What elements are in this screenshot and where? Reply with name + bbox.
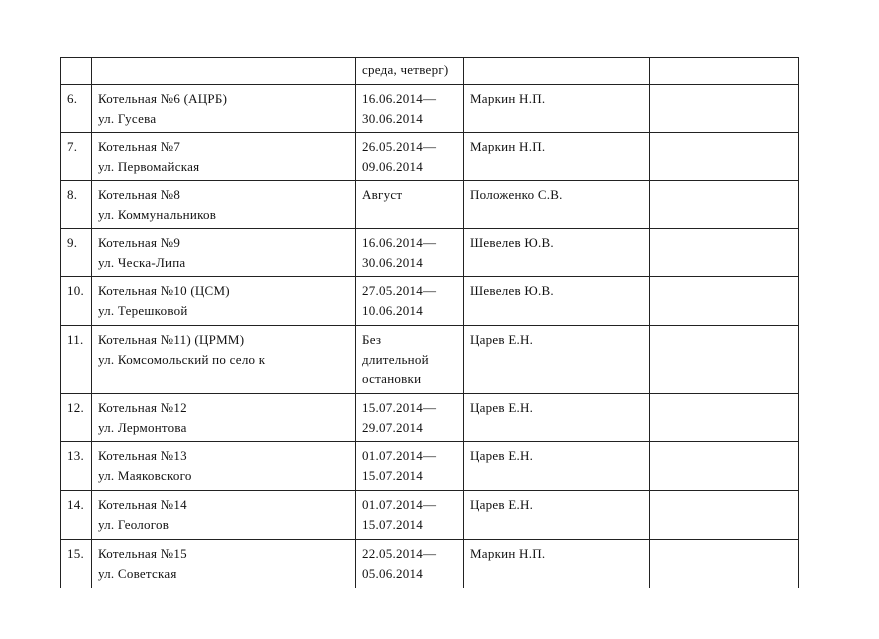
table-row (61, 540, 799, 589)
boiler-address: ул. Геологов (98, 516, 170, 532)
date-line: 15.07.2014— (362, 400, 437, 415)
date-line: 09.06.2014 (362, 158, 423, 174)
date-line: 10.06.2014 (362, 302, 423, 318)
table-row (61, 442, 799, 491)
object-cell (92, 181, 356, 229)
boiler-name: Котельная №13 (98, 448, 187, 463)
table-row (61, 326, 799, 394)
table-row (61, 229, 799, 277)
row-number-cell: 13. (61, 442, 92, 491)
object-cell (92, 133, 356, 181)
object-cell (92, 58, 356, 85)
responsible-cell: Маркин Н.П. (464, 540, 650, 589)
boiler-name: Котельная №11) (ЦРММ) (98, 332, 245, 347)
responsible-cell: Царев Е.Н. (464, 326, 650, 394)
note-cell (650, 181, 799, 229)
boiler-name: Котельная №6 (АЦРБ) (98, 91, 228, 106)
dates-cell (356, 442, 464, 491)
object-cell (92, 229, 356, 277)
note-cell (650, 58, 799, 85)
date-line: 30.06.2014 (362, 254, 423, 270)
boiler-address: ул. Первомайская (98, 158, 200, 174)
date-line: 29.07.2014 (362, 419, 423, 435)
boiler-name: Котельная №12 (98, 400, 187, 415)
object-cell (92, 491, 356, 540)
schedule-table (60, 57, 799, 588)
table-row (61, 133, 799, 181)
responsible-cell: Маркин Н.П. (464, 133, 650, 181)
boiler-name: Котельная №10 (ЦСМ) (98, 283, 230, 298)
object-cell (92, 85, 356, 133)
object-cell (92, 277, 356, 326)
responsible-cell (464, 58, 650, 85)
dates-cell (356, 540, 464, 589)
date-line: 26.05.2014— (362, 139, 437, 154)
dates-cell: среда, четверг) (356, 58, 464, 85)
date-line: 05.06.2014 (362, 565, 423, 581)
date-line: Август (362, 187, 403, 202)
responsible-cell: Царев Е.Н. (464, 442, 650, 491)
note-cell (650, 133, 799, 181)
responsible-cell: Маркин Н.П. (464, 85, 650, 133)
row-number-cell: 11. (61, 326, 92, 394)
date-line: 01.07.2014— (362, 497, 437, 512)
dates-cell (356, 181, 464, 229)
date-line: 16.06.2014— (362, 91, 437, 106)
row-number-cell: 15. (61, 540, 92, 589)
dates-cell (356, 326, 464, 394)
date-line: остановки (362, 371, 422, 386)
dates-cell (356, 277, 464, 326)
dates-cell (356, 133, 464, 181)
note-cell (650, 491, 799, 540)
row-number-cell: 8. (61, 181, 92, 229)
boiler-address: ул. Лермонтова (98, 419, 187, 435)
note-cell (650, 229, 799, 277)
table-row (61, 181, 799, 229)
note-cell (650, 540, 799, 589)
note-cell (650, 85, 799, 133)
object-cell (92, 394, 356, 442)
responsible-cell: Царев Е.Н. (464, 394, 650, 442)
boiler-address: ул. Советская (98, 565, 177, 581)
note-cell (650, 442, 799, 491)
boiler-address: ул. Комсомольский по село к (98, 351, 266, 367)
row-number-cell: 12. (61, 394, 92, 442)
date-line: 16.06.2014— (362, 235, 437, 250)
table-body (61, 58, 799, 589)
table-row (61, 277, 799, 326)
date-line: длительной (362, 351, 429, 367)
note-cell (650, 326, 799, 394)
table-row (61, 491, 799, 540)
dates-cell (356, 85, 464, 133)
note-cell (650, 277, 799, 326)
row-number-cell: 10. (61, 277, 92, 326)
responsible-cell: Положенко С.В. (464, 181, 650, 229)
boiler-name: Котельная №14 (98, 497, 187, 512)
responsible-cell: Шевелев Ю.В. (464, 229, 650, 277)
boiler-address: ул. Гусева (98, 110, 157, 126)
date-line: Без (362, 332, 382, 347)
date-line: 30.06.2014 (362, 110, 423, 126)
boiler-address: ул. Маяковского (98, 467, 192, 483)
date-line: 27.05.2014— (362, 283, 437, 298)
boiler-name: Котельная №15 (98, 546, 187, 561)
table-row (61, 394, 799, 442)
date-line: 15.07.2014 (362, 467, 423, 483)
boiler-address: ул. Ческа-Липа (98, 254, 186, 270)
object-cell (92, 442, 356, 491)
boiler-name: Котельная №9 (98, 235, 181, 250)
table-row (61, 85, 799, 133)
boiler-name: Котельная №7 (98, 139, 181, 154)
date-line: 22.05.2014— (362, 546, 437, 561)
row-number-cell: 7. (61, 133, 92, 181)
row-number-cell: 9. (61, 229, 92, 277)
responsible-cell: Шевелев Ю.В. (464, 277, 650, 326)
dates-cell (356, 491, 464, 540)
boiler-name: Котельная №8 (98, 187, 181, 202)
row-number-cell: 14. (61, 491, 92, 540)
date-line: 15.07.2014 (362, 516, 423, 532)
date-line: 01.07.2014— (362, 448, 437, 463)
row-number-cell: 6. (61, 85, 92, 133)
object-cell (92, 326, 356, 394)
note-cell (650, 394, 799, 442)
dates-cell (356, 394, 464, 442)
responsible-cell: Царев Е.Н. (464, 491, 650, 540)
boiler-address: ул. Коммунальников (98, 206, 217, 222)
row-number-cell (61, 58, 92, 85)
boiler-address: ул. Терешковой (98, 302, 188, 318)
dates-cell (356, 229, 464, 277)
object-cell (92, 540, 356, 589)
table-row-continued (61, 58, 799, 85)
